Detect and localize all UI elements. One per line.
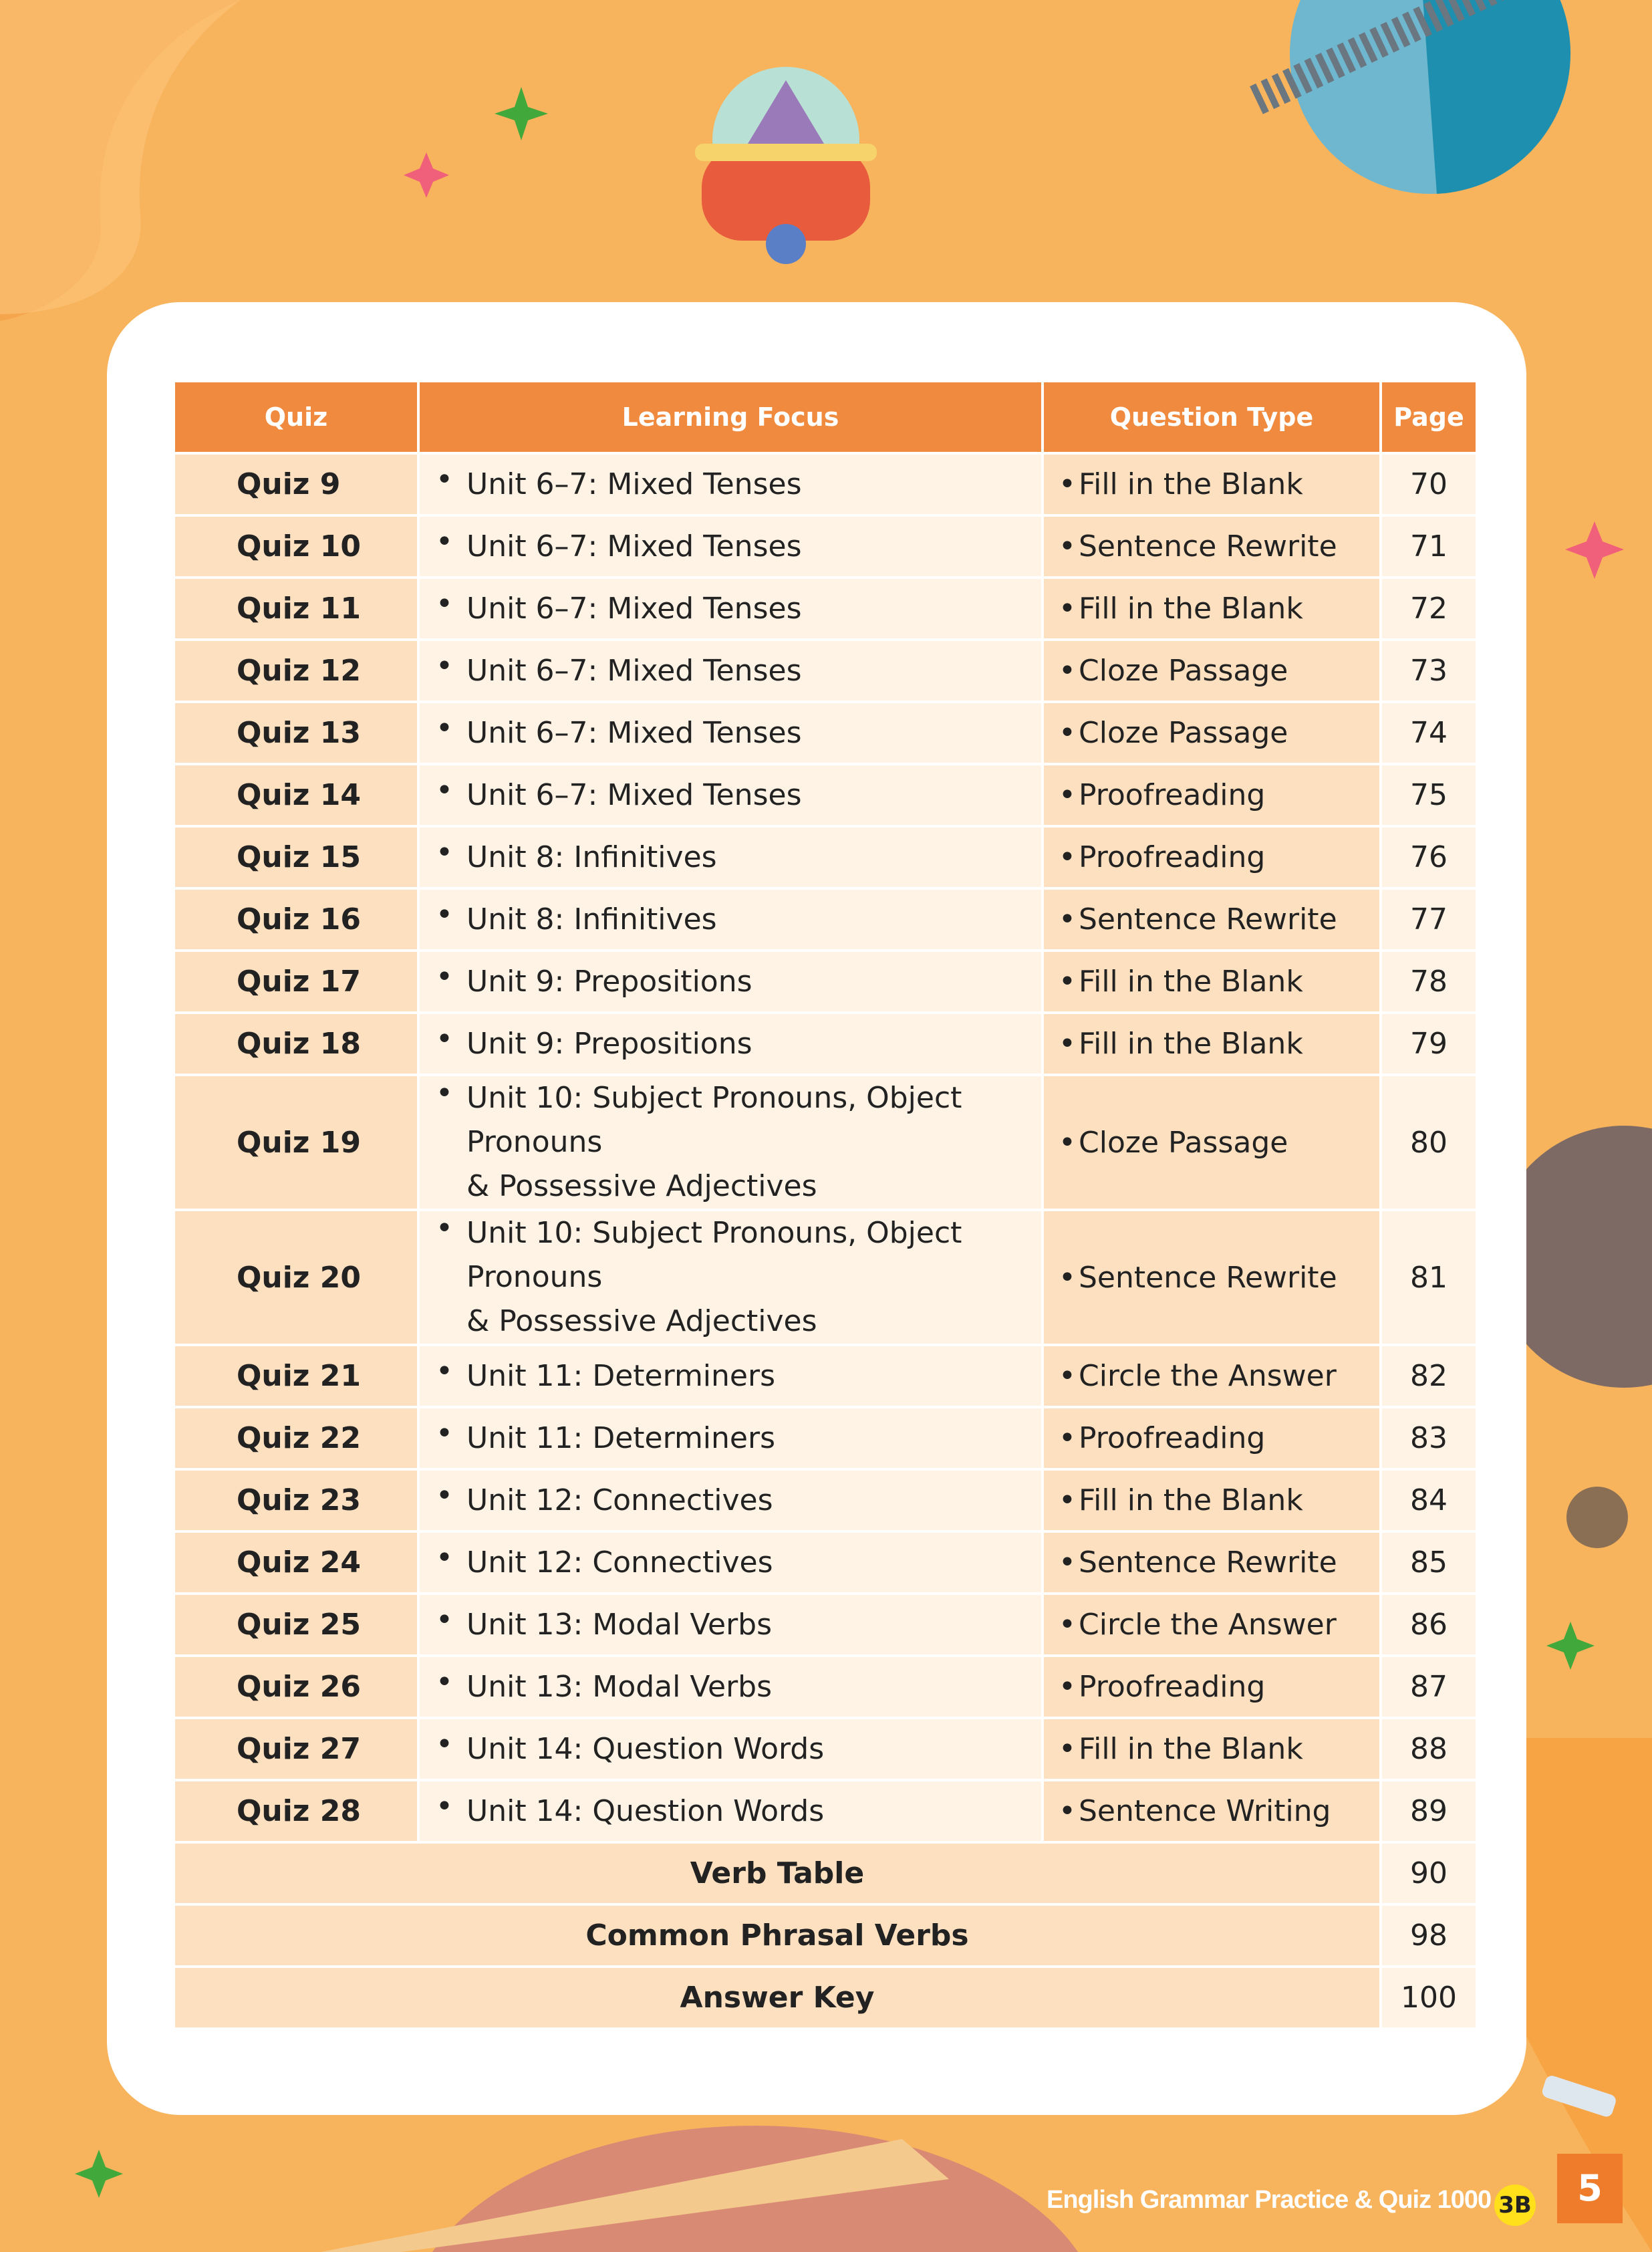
learning-focus bbox=[418, 1718, 1043, 1780]
bullet-icon: • bbox=[1059, 1260, 1076, 1295]
quiz-label: Quiz 23 bbox=[174, 1469, 418, 1531]
bullet-icon: • bbox=[1059, 592, 1076, 626]
table-row bbox=[174, 1780, 1477, 1842]
page-ref: 77 bbox=[1381, 888, 1477, 951]
learning-focus bbox=[418, 951, 1043, 1013]
question-type bbox=[1043, 1407, 1381, 1469]
quiz-label: Quiz 11 bbox=[174, 578, 418, 640]
table-row bbox=[174, 826, 1477, 888]
bullet-icon: • bbox=[1059, 1732, 1076, 1766]
bullet-icon: • bbox=[1059, 654, 1076, 688]
page-ref: 100 bbox=[1381, 1967, 1477, 2029]
bullet-icon: • bbox=[436, 1354, 453, 1388]
quiz-label: Quiz 26 bbox=[174, 1656, 418, 1718]
bullet-icon: • bbox=[436, 897, 453, 932]
learning-focus-text: Unit 14: Question Words bbox=[466, 1793, 825, 1828]
question-type bbox=[1043, 1013, 1381, 1075]
header-learning-focus: Learning Focus bbox=[418, 381, 1043, 453]
appendix-label: Answer Key bbox=[174, 1967, 1381, 2029]
question-type bbox=[1043, 578, 1381, 640]
learning-focus-text: Unit 6–7: Mixed Tenses bbox=[466, 715, 802, 750]
question-type bbox=[1043, 640, 1381, 702]
page-ref: 85 bbox=[1381, 1531, 1477, 1594]
learning-focus-text: Unit 9: Prepositions bbox=[466, 964, 752, 999]
appendix-label: Common Phrasal Verbs bbox=[174, 1904, 1381, 1967]
table-row bbox=[174, 1531, 1477, 1594]
learning-focus-text: Unit 10: Subject Pronouns, Object Pronouns bbox=[466, 1216, 962, 1294]
page-ref: 89 bbox=[1381, 1780, 1477, 1842]
question-type bbox=[1043, 1531, 1381, 1594]
table-row bbox=[174, 1594, 1477, 1656]
quiz-label: Quiz 15 bbox=[174, 826, 418, 888]
learning-focus-text: & Possessive Adjectives bbox=[466, 1304, 817, 1338]
learning-focus bbox=[418, 515, 1043, 578]
table-row bbox=[174, 640, 1477, 702]
question-type-text: Cloze Passage bbox=[1079, 1125, 1288, 1160]
question-type bbox=[1043, 453, 1381, 515]
header-question-type: Question Type bbox=[1043, 381, 1381, 453]
question-type bbox=[1043, 1594, 1381, 1656]
bullet-icon: • bbox=[436, 1076, 453, 1110]
page-ref: 74 bbox=[1381, 702, 1477, 764]
bullet-icon: • bbox=[1059, 902, 1076, 936]
question-type-text: Sentence Writing bbox=[1079, 1794, 1331, 1828]
learning-focus bbox=[418, 1210, 1043, 1345]
bullet-icon: • bbox=[1059, 778, 1076, 812]
bullet-icon: • bbox=[1059, 1483, 1076, 1517]
quiz-label: Quiz 22 bbox=[174, 1407, 418, 1469]
bullet-icon: • bbox=[436, 1416, 453, 1451]
bullet-icon: • bbox=[436, 586, 453, 621]
table-row bbox=[174, 1210, 1477, 1345]
bullet-icon: • bbox=[436, 1211, 453, 1245]
bullet-icon: • bbox=[436, 1789, 453, 1824]
page-ref: 87 bbox=[1381, 1656, 1477, 1718]
table-row bbox=[174, 1407, 1477, 1469]
question-type-text: Proofreading bbox=[1079, 840, 1266, 874]
question-type bbox=[1043, 1345, 1381, 1407]
quiz-label: Quiz 27 bbox=[174, 1718, 418, 1780]
table-row bbox=[174, 1656, 1477, 1718]
bullet-icon: • bbox=[436, 1478, 453, 1513]
table-of-contents bbox=[172, 380, 1478, 2030]
question-type bbox=[1043, 515, 1381, 578]
learning-focus-text: Unit 6–7: Mixed Tenses bbox=[466, 467, 802, 501]
question-type-text: Cloze Passage bbox=[1079, 716, 1288, 750]
learning-focus-text: Unit 13: Modal Verbs bbox=[466, 1669, 773, 1704]
learning-focus bbox=[418, 764, 1043, 826]
question-type-text: Proofreading bbox=[1079, 778, 1266, 812]
bullet-icon: • bbox=[1059, 1545, 1076, 1580]
learning-focus bbox=[418, 1531, 1043, 1594]
question-type-text: Sentence Rewrite bbox=[1079, 1260, 1337, 1295]
quiz-label: Quiz 24 bbox=[174, 1531, 418, 1594]
question-type-text: Sentence Rewrite bbox=[1079, 1545, 1337, 1580]
question-type bbox=[1043, 888, 1381, 951]
question-type-text: Sentence Rewrite bbox=[1079, 902, 1337, 936]
bullet-icon: • bbox=[1059, 965, 1076, 999]
page-ref: 79 bbox=[1381, 1013, 1477, 1075]
question-type bbox=[1043, 1469, 1381, 1531]
table-row bbox=[174, 1013, 1477, 1075]
learning-focus bbox=[418, 1345, 1043, 1407]
table-row bbox=[174, 764, 1477, 826]
bullet-icon: • bbox=[1059, 716, 1076, 750]
bullet-icon: • bbox=[436, 1540, 453, 1575]
page-ref: 76 bbox=[1381, 826, 1477, 888]
page-ref: 90 bbox=[1381, 1842, 1477, 1904]
learning-focus bbox=[418, 640, 1043, 702]
page-ref: 83 bbox=[1381, 1407, 1477, 1469]
learning-focus bbox=[418, 1656, 1043, 1718]
bullet-icon: • bbox=[1059, 840, 1076, 874]
learning-focus bbox=[418, 826, 1043, 888]
quiz-label: Quiz 21 bbox=[174, 1345, 418, 1407]
bullet-icon: • bbox=[436, 1021, 453, 1056]
learning-focus-text: Unit 13: Modal Verbs bbox=[466, 1607, 773, 1642]
learning-focus-text: Unit 6–7: Mixed Tenses bbox=[466, 777, 802, 812]
quiz-label: Quiz 16 bbox=[174, 888, 418, 951]
learning-focus-text: Unit 6–7: Mixed Tenses bbox=[466, 653, 802, 688]
page-ref: 73 bbox=[1381, 640, 1477, 702]
learning-focus bbox=[418, 453, 1043, 515]
question-type-text: Fill in the Blank bbox=[1079, 1027, 1303, 1061]
quiz-label: Quiz 17 bbox=[174, 951, 418, 1013]
page-ref: 72 bbox=[1381, 578, 1477, 640]
question-type-text: Circle the Answer bbox=[1079, 1608, 1337, 1642]
table-row bbox=[174, 951, 1477, 1013]
question-type bbox=[1043, 1780, 1381, 1842]
learning-focus-text: Unit 12: Connectives bbox=[466, 1483, 773, 1517]
page-ref: 70 bbox=[1381, 453, 1477, 515]
quiz-label: Quiz 10 bbox=[174, 515, 418, 578]
header-quiz: Quiz bbox=[174, 381, 418, 453]
quiz-label: Quiz 14 bbox=[174, 764, 418, 826]
appendix-label: Verb Table bbox=[174, 1842, 1381, 1904]
quiz-label: Quiz 20 bbox=[174, 1210, 418, 1345]
table-row bbox=[174, 1469, 1477, 1531]
table-row bbox=[174, 1967, 1477, 2029]
page-ref: 88 bbox=[1381, 1718, 1477, 1780]
page-number: 5 bbox=[1557, 2154, 1623, 2223]
bullet-icon: • bbox=[1059, 1794, 1076, 1828]
quiz-label: Quiz 18 bbox=[174, 1013, 418, 1075]
quiz-label: Quiz 28 bbox=[174, 1780, 418, 1842]
question-type-text: Fill in the Blank bbox=[1079, 1732, 1303, 1766]
quiz-label: Quiz 9 bbox=[174, 453, 418, 515]
page-ref: 71 bbox=[1381, 515, 1477, 578]
bullet-icon: • bbox=[1059, 1125, 1076, 1160]
quiz-label: Quiz 25 bbox=[174, 1594, 418, 1656]
quiz-label: Quiz 12 bbox=[174, 640, 418, 702]
table-row bbox=[174, 1075, 1477, 1210]
table-row bbox=[174, 453, 1477, 515]
learning-focus-text: Unit 6–7: Mixed Tenses bbox=[466, 591, 802, 626]
learning-focus bbox=[418, 1469, 1043, 1531]
question-type bbox=[1043, 1656, 1381, 1718]
book-title: English Grammar Practice & Quiz 1000 bbox=[1047, 2186, 1492, 2214]
level-badge: 3B bbox=[1494, 2184, 1536, 2226]
question-type bbox=[1043, 702, 1381, 764]
table-row bbox=[174, 702, 1477, 764]
question-type bbox=[1043, 764, 1381, 826]
table-row bbox=[174, 1718, 1477, 1780]
question-type-text: Proofreading bbox=[1079, 1421, 1266, 1455]
bullet-icon: • bbox=[436, 835, 453, 870]
question-type-text: Fill in the Blank bbox=[1079, 467, 1303, 501]
table-row bbox=[174, 1345, 1477, 1407]
learning-focus-text: Unit 11: Determiners bbox=[466, 1420, 775, 1455]
learning-focus bbox=[418, 1013, 1043, 1075]
question-type bbox=[1043, 826, 1381, 888]
learning-focus-text: Unit 14: Question Words bbox=[466, 1731, 825, 1766]
bullet-icon: • bbox=[1059, 1421, 1076, 1455]
page-ref: 78 bbox=[1381, 951, 1477, 1013]
learning-focus-text: Unit 11: Determiners bbox=[466, 1358, 775, 1393]
question-type-text: Fill in the Blank bbox=[1079, 1483, 1303, 1517]
learning-focus bbox=[418, 1780, 1043, 1842]
learning-focus-text: Unit 8: Infinitives bbox=[466, 840, 717, 874]
table-row bbox=[174, 578, 1477, 640]
bullet-icon: • bbox=[436, 524, 453, 559]
table-row bbox=[174, 1842, 1477, 1904]
quiz-label: Quiz 13 bbox=[174, 702, 418, 764]
learning-focus-text: Unit 6–7: Mixed Tenses bbox=[466, 529, 802, 564]
question-type-text: Proofreading bbox=[1079, 1670, 1266, 1704]
bullet-icon: • bbox=[436, 1664, 453, 1699]
page-ref: 84 bbox=[1381, 1469, 1477, 1531]
question-type bbox=[1043, 1075, 1381, 1210]
bullet-icon: • bbox=[436, 1727, 453, 1761]
bullet-icon: • bbox=[436, 648, 453, 683]
learning-focus bbox=[418, 702, 1043, 764]
bullet-icon: • bbox=[436, 462, 453, 497]
page-ref: 98 bbox=[1381, 1904, 1477, 1967]
question-type-text: Circle the Answer bbox=[1079, 1359, 1337, 1393]
bullet-icon: • bbox=[1059, 1359, 1076, 1393]
page-ref: 75 bbox=[1381, 764, 1477, 826]
header-page: Page bbox=[1381, 381, 1477, 453]
learning-focus-text: Unit 9: Prepositions bbox=[466, 1026, 752, 1061]
bullet-icon: • bbox=[1059, 529, 1076, 564]
question-type-text: Fill in the Blank bbox=[1079, 592, 1303, 626]
question-type bbox=[1043, 1210, 1381, 1345]
learning-focus bbox=[418, 888, 1043, 951]
quiz-label: Quiz 19 bbox=[174, 1075, 418, 1210]
learning-focus-text: & Possessive Adjectives bbox=[466, 1169, 817, 1203]
question-type-text: Sentence Rewrite bbox=[1079, 529, 1337, 564]
question-type-text: Cloze Passage bbox=[1079, 654, 1288, 688]
question-type-text: Fill in the Blank bbox=[1079, 965, 1303, 999]
bullet-icon: • bbox=[436, 773, 453, 807]
page-ref: 80 bbox=[1381, 1075, 1477, 1210]
learning-focus bbox=[418, 1594, 1043, 1656]
bullet-icon: • bbox=[436, 959, 453, 994]
page-ref: 86 bbox=[1381, 1594, 1477, 1656]
question-type bbox=[1043, 1718, 1381, 1780]
bullet-icon: • bbox=[1059, 1027, 1076, 1061]
table-header-row bbox=[174, 381, 1477, 453]
learning-focus bbox=[418, 578, 1043, 640]
learning-focus-text: Unit 12: Connectives bbox=[466, 1545, 773, 1580]
learning-focus bbox=[418, 1075, 1043, 1210]
page-ref: 81 bbox=[1381, 1210, 1477, 1345]
learning-focus bbox=[418, 1407, 1043, 1469]
bullet-icon: • bbox=[436, 711, 453, 745]
learning-focus-text: Unit 10: Subject Pronouns, Object Pronouns bbox=[466, 1081, 962, 1159]
page-ref: 82 bbox=[1381, 1345, 1477, 1407]
question-type bbox=[1043, 951, 1381, 1013]
bullet-icon: • bbox=[1059, 1608, 1076, 1642]
learning-focus-text: Unit 8: Infinitives bbox=[466, 902, 717, 936]
bullet-icon: • bbox=[436, 1602, 453, 1637]
table-row bbox=[174, 888, 1477, 951]
bullet-icon: • bbox=[1059, 467, 1076, 501]
bullet-icon: • bbox=[1059, 1670, 1076, 1704]
table-row bbox=[174, 1904, 1477, 1967]
table-row bbox=[174, 515, 1477, 578]
